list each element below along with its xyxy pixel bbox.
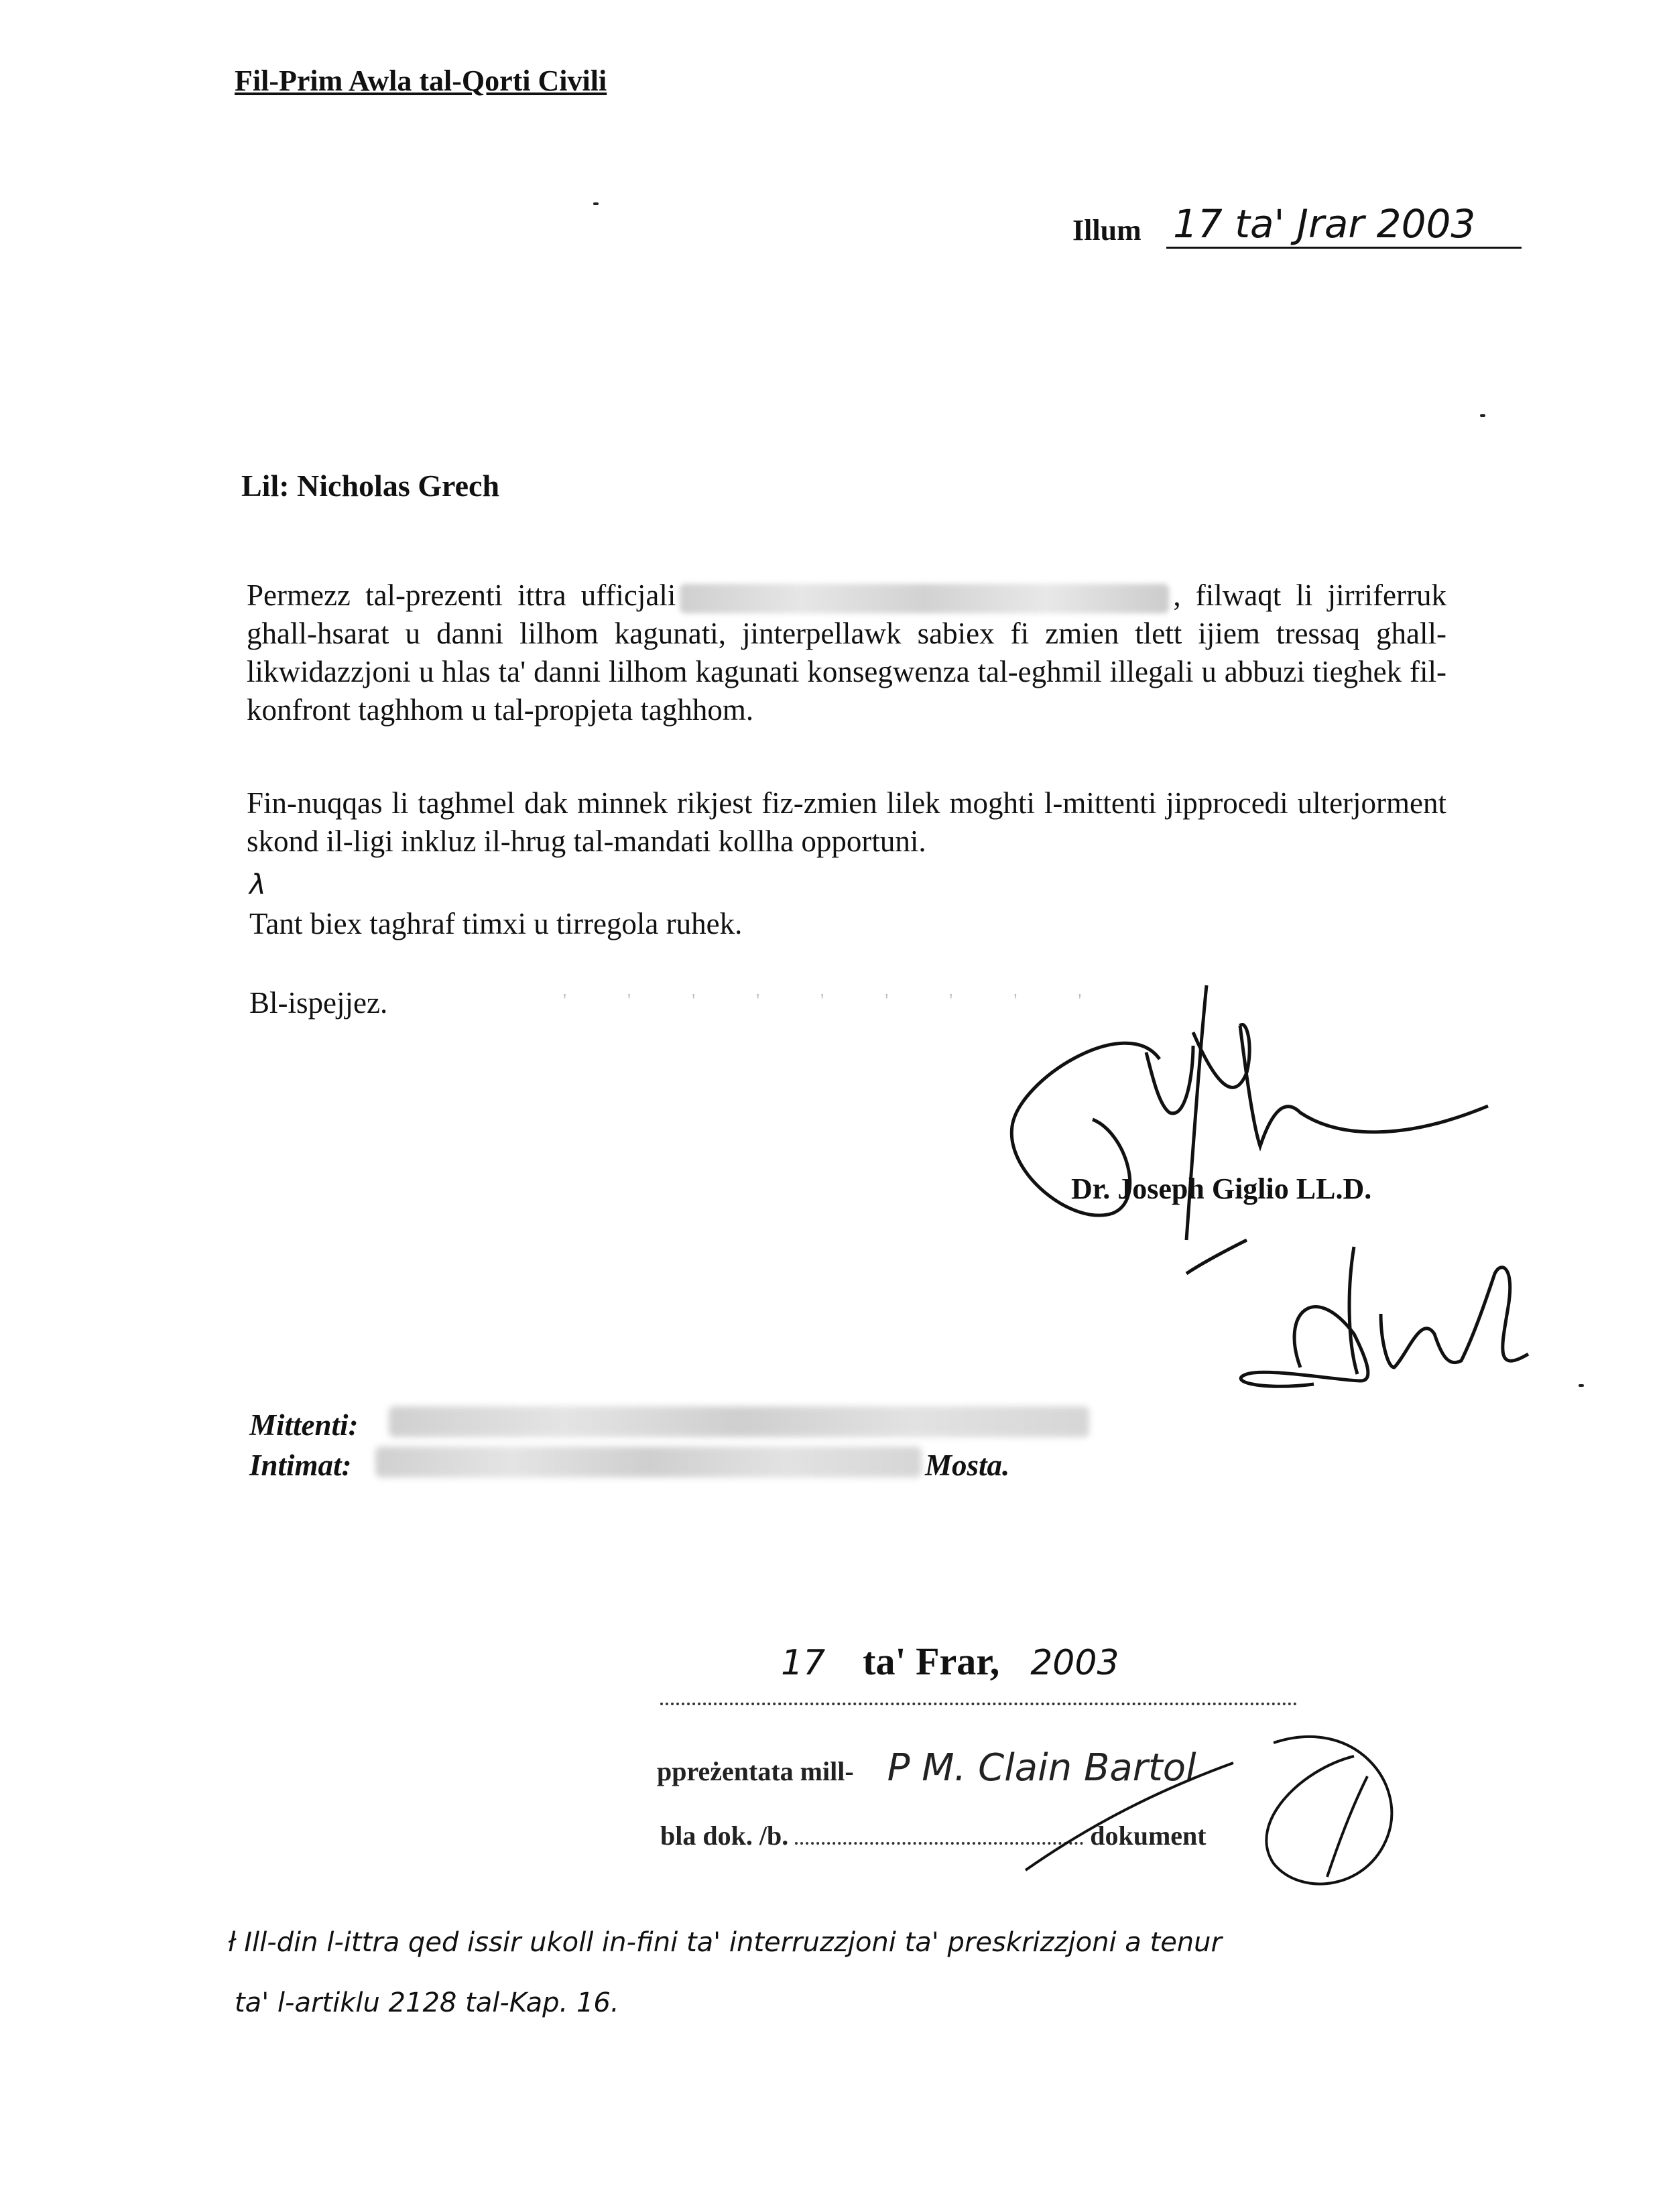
intimat-label: Intimat: [249,1449,352,1482]
date-label: Illum [1072,214,1142,247]
stamp-bla-dok: bla dok. /b. [660,1821,789,1851]
mittenti-row [249,1408,359,1442]
stamp-year: 2003 [1030,1643,1119,1683]
handwritten-mark: λ [249,868,266,901]
scan-speck [1480,414,1485,417]
handwritten-note-line-1: ł Ill-din l-ittra qed issir ukoll in-fini ta' interruzzjoni ta' preskrizzjoni a tenur [228,1927,1222,1958]
stamp-date [781,1636,1119,1685]
intimat-locality: Mosta. [925,1449,1010,1482]
mittenti-label: Mittenti: [249,1408,359,1442]
recipient-line: Lil: Nicholas Grech [241,469,500,503]
costs-line: Bl-ispejjez. [249,986,388,1020]
handwritten-note-line-2: ta' l-artiklu 2128 tal-Kap. 16. [235,1987,619,2018]
scan-speck [1579,1384,1584,1387]
lawyer-name: Dr. Joseph Giglio LL.D. [1071,1172,1372,1205]
stamp-day: 17 [781,1643,826,1683]
faint-scan-marks: ' ' ' ' ' ' ' ' ' [563,991,1110,1011]
redacted-mittenti [389,1406,1089,1437]
closing-line: Tant biex taghraf timxi u tirregola ruhek. [249,907,743,940]
stamp-month: ta' Frar, [863,1640,1000,1683]
handwritten-date: 17 ta' Jrar 2003 [1166,201,1522,249]
para1-rest: , filwaqt li jirriferruk ghall-hsarat u danni lilhom kagunati, jinterpellawk sabiex fi zmien tlett ijiem tressaq ghall-likwidazzjoni u hlas ta' danni lilhom kagunati konsegwenza tal-eghmil illegali u abbuzi tieghek fil-konfront taghhom u tal-propjeta taghhom. [247,578,1446,727]
body-paragraph-1 [247,576,1446,729]
stamp-presenter-name: P M. Clain Bartol [887,1746,1196,1790]
court-title: Fil-Prim Awla tal-Qorti Civili [235,64,607,97]
stamp-dokument: dokument [1090,1821,1207,1851]
scan-speck [593,202,599,205]
para1-lead: Permezz tal-prezenti ittra ufficjali [247,578,676,612]
officer-signature [1180,1233,1555,1394]
lawyer-signature [992,972,1501,1253]
redacted-names [680,584,1169,613]
stamp-signature [925,1703,1408,1904]
body-paragraph-2: Fin-nuqqas li taghmel dak minnek rikjest fiz-zmien lilek moghti l-mittenti jipprocedi ulterjorment skond il-ligi inkluz il-hrug tal-mandati kollha opportuni. [247,786,1446,858]
stamp-presented-label: ppreżentata mill- [657,1756,854,1786]
redacted-intimat [375,1447,922,1477]
intimat-row [249,1448,352,1483]
